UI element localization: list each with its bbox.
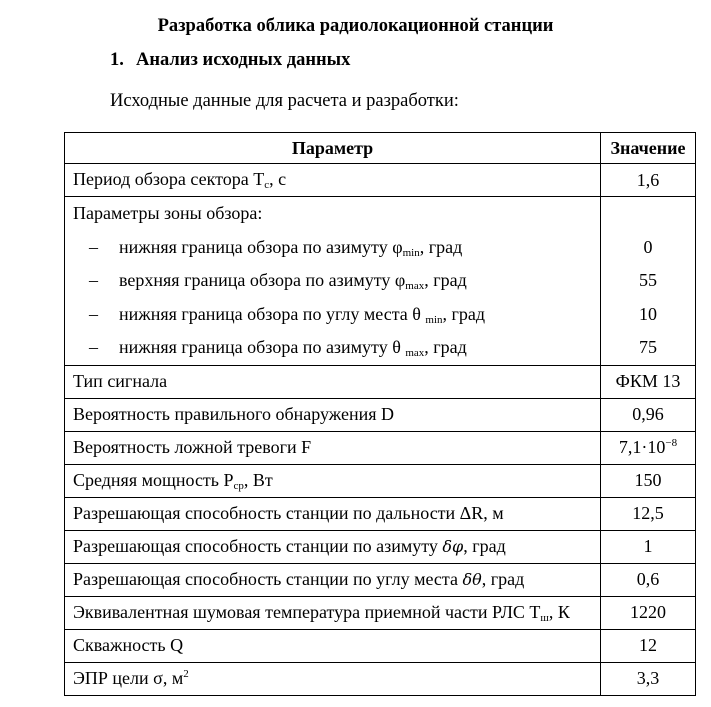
table-row bbox=[65, 464, 696, 497]
value-cell: 0,6 bbox=[601, 563, 696, 596]
param-cell: Скважность Q bbox=[65, 629, 601, 662]
parameters-table bbox=[64, 132, 696, 696]
value-cell: 0 bbox=[643, 236, 653, 257]
table-row bbox=[65, 563, 696, 596]
zone-value-cell bbox=[601, 197, 696, 366]
value-cell: 3,3 bbox=[601, 662, 696, 695]
param-cell: Период обзора сектора $T_с$, с bbox=[65, 164, 601, 197]
value-cell: 150 bbox=[601, 464, 696, 497]
zone-heading: Параметры зоны обзора: bbox=[73, 203, 263, 223]
zone-param-cell bbox=[65, 197, 601, 366]
table-row bbox=[65, 398, 696, 431]
list-item: – нижняя граница обзора по азимуту $\varphi_{min}$, град bbox=[65, 231, 600, 265]
table-row bbox=[65, 662, 696, 695]
table-row bbox=[65, 431, 696, 464]
section-number: 1. bbox=[110, 50, 124, 70]
table-row bbox=[65, 629, 696, 662]
value-cell: $7,1\cdot 10^{-8}$ bbox=[601, 431, 696, 464]
table-row bbox=[65, 596, 696, 629]
table-row-zone bbox=[65, 197, 696, 366]
value-cell: ФКМ 13 bbox=[601, 365, 696, 398]
dash-bullet: – bbox=[89, 337, 98, 357]
param-cell: Разрешающая способность станции по дальности ΔR, м bbox=[65, 497, 601, 530]
param-cell: Вероятность правильного обнаружения D bbox=[65, 398, 601, 431]
value-cell: 1220 bbox=[601, 596, 696, 629]
value-cell: 0,96 bbox=[601, 398, 696, 431]
table-row bbox=[65, 530, 696, 563]
table-row bbox=[65, 365, 696, 398]
param-cell: Средняя мощность $P_{ср}$, Вт bbox=[65, 464, 601, 497]
document-title: Разработка облика радиолокационной станции bbox=[157, 16, 554, 36]
param-cell: ЭПР цели σ, $м^2$ bbox=[65, 662, 601, 695]
param-cell: Эквивалентная шумовая температура приемной части РЛС $T_ш$, К bbox=[65, 596, 601, 629]
table-header-row bbox=[65, 133, 696, 164]
dash-bullet: – bbox=[89, 270, 98, 290]
table-row bbox=[65, 164, 696, 197]
section-heading bbox=[110, 50, 350, 71]
value-cell: 10 bbox=[639, 303, 657, 324]
section-title: Анализ исходных данных bbox=[136, 50, 351, 70]
param-cell: Вероятность ложной тревоги F bbox=[65, 431, 601, 464]
value-cell: 75 bbox=[639, 337, 657, 357]
value-cell: 1 bbox=[601, 530, 696, 563]
param-cell: Тип сигнала bbox=[65, 365, 601, 398]
value-cell: 55 bbox=[639, 270, 657, 290]
dash-bullet: – bbox=[89, 303, 98, 324]
table-row bbox=[65, 497, 696, 530]
header-parameter: Параметр bbox=[65, 133, 601, 164]
value-cell: 1,6 bbox=[601, 164, 696, 197]
param-cell: Разрешающая способность станции по углу места δθ, град bbox=[65, 563, 601, 596]
list-item: – верхняя граница обзора по азимуту $\varphi_{max}$, град bbox=[65, 264, 600, 298]
value-cell: 12 bbox=[601, 629, 696, 662]
list-item: – нижняя граница обзора по углу места θ $_{min}$, град bbox=[65, 298, 600, 332]
intro-text: Исходные данные для расчета и разработки: bbox=[110, 91, 459, 111]
dash-bullet: – bbox=[89, 236, 98, 257]
value-cell: 12,5 bbox=[601, 497, 696, 530]
param-cell: Разрешающая способность станции по азимуту δφ, град bbox=[65, 530, 601, 563]
header-value: Значение bbox=[601, 133, 696, 164]
list-item: – нижняя граница обзора по азимуту θ $_{max}$, град bbox=[65, 331, 600, 365]
